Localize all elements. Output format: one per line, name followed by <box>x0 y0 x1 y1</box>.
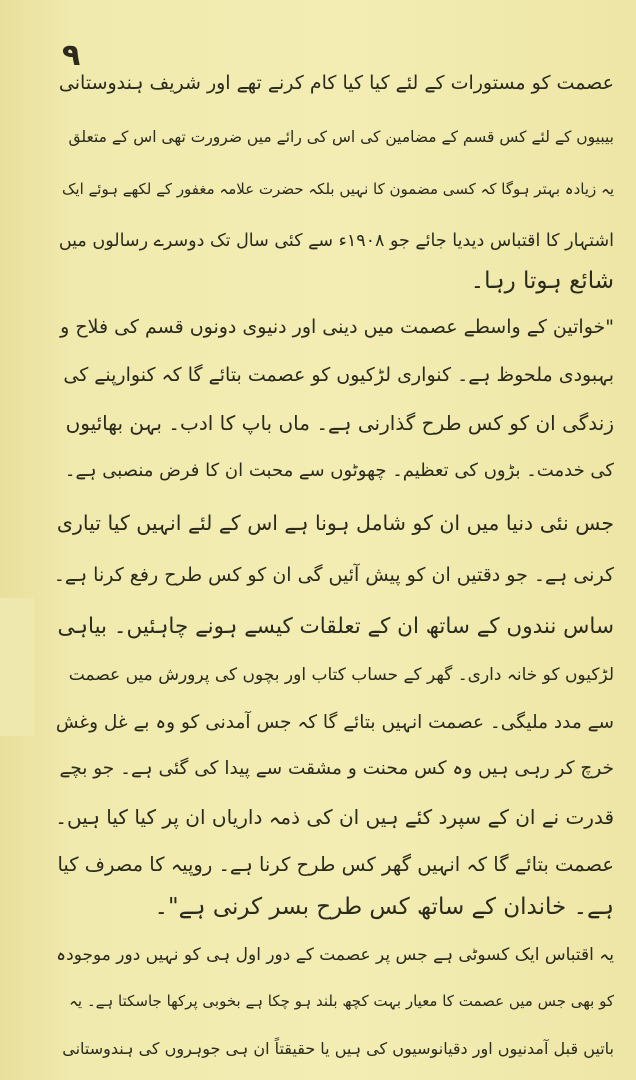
text-line: کو بھی جس میں عصمت کا معیار بہت کچھ بلند ہو چکا ہے بخوبی پرکھا جاسکتا ہے۔ یہ <box>69 992 614 1010</box>
text-line: عصمت کو مستورات کے لئے کیا کیا کام کرنے تھے اور شریف ہندوستانی <box>58 72 614 94</box>
page-number: ۹ <box>62 38 81 73</box>
text-line: باتیں قبل آمدنیوں اور دقیانوسیوں کی ہیں یا حقیقتاً ان ہی جوہروں کی ہندوستانی <box>62 1039 614 1058</box>
text-line: شائع ہوتا رہا۔ <box>470 268 614 294</box>
text-line: خرچ کر رہی ہیں وہ کس محنت و مشقت سے پیدا کی گئی ہے۔ جو بچے <box>59 758 614 779</box>
text-line: کرنی ہے۔ جو دقتیں ان کو پیش آئیں گی ان کو کس طرح رفع کرنا ہے۔ <box>53 564 614 586</box>
text-line: ساس نندوں کے ساتھ ان کے تعلقات کیسے ہونے چاہئیں۔ بیاہی <box>57 614 614 639</box>
text-line: اشتہار کا اقتباس دیدیا جائے جو ۱۹۰۸ء سے کئی سال تک دوسرے رسالوں میں <box>58 231 614 251</box>
text-line: یہ اقتباس ایک کسوٹی ہے جس پر عصمت کے دور اول ہی کو نہیں دور موجودہ <box>56 945 614 965</box>
margin-patch <box>0 598 34 736</box>
text-line: قدرت نے ان کے سپرد کئے ہیں ان کی ذمہ داریاں ان پر کیا کیا ہیں۔ <box>55 805 614 829</box>
text-line: "خواتین کے واسطے عصمت میں دینی اور دنیوی دونوں قسم کی فلاح و <box>60 316 614 338</box>
text-line: سے مدد ملیگی۔ عصمت انہیں بتائے گا کہ جس آمدنی کو وہ بے غل وغش <box>55 712 614 733</box>
text-line: زندگی ان کو کس طرح گذارنی ہے۔ ماں باپ کا ادب۔ بہن بھائیوں <box>65 411 614 435</box>
text-line: یہ زیادہ بہتر ہوگا کہ کسی مضمون کا نہیں بلکہ حضرت علامہ مغفور کے لکھے ہوئے ایک <box>61 180 614 198</box>
text-line: عصمت بتائے گا کہ انہیں گھر کس طرح کرنا ہے۔ روپیہ کا مصرف کیا <box>57 853 614 876</box>
text-line: جس نئی دنیا میں ان کو شامل ہونا ہے اس کے لئے انہیں کیا تیاری <box>56 511 614 535</box>
text-line: کی خدمت۔ بڑوں کی تعظیم۔ چھوٹوں سے محبت ان کا فرض منصبی ہے۔ <box>64 460 614 481</box>
text-line: بیبیوں کے لئے کس قسم کے مضامین کی اس کی رائے میں ضرورت تھی اس کے متعلق <box>68 128 614 146</box>
text-line: بہبودی ملحوظ ہے۔ کنواری لڑکیوں کو عصمت بتائے گا کہ کنوارپنے کی <box>63 364 614 386</box>
text-line: ہے۔ خاندان کے ساتھ کس طرح بسر کرنی ہے"۔ <box>154 894 614 920</box>
text-line: لڑکیوں کو خانہ داری۔ گھر کے حساب کتاب اور بچوں کی پرورش میں عصمت <box>68 665 614 685</box>
